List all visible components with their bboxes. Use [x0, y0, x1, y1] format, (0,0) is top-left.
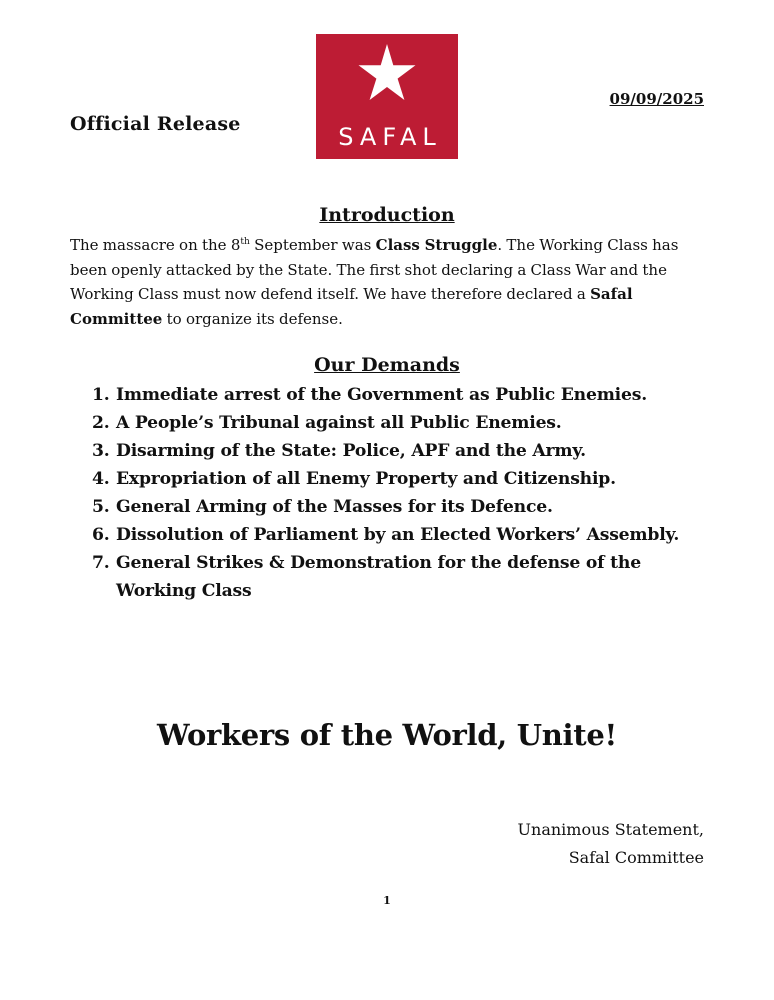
demands-heading: Our Demands [314, 354, 460, 376]
demands-list [92, 381, 702, 605]
demand-number: 5. [92, 497, 110, 517]
demand-number: 3. [92, 441, 110, 461]
demand-text: Dissolution of Parliament by an Elected Workers’ Assembly. [116, 525, 680, 545]
demand-number: 6. [92, 525, 110, 545]
demand-item [92, 381, 702, 409]
demand-text: General Strikes & Demonstration for the defense of the Working Class [116, 553, 641, 601]
demand-text: A People’s Tribunal against all Public Enemies. [116, 413, 562, 433]
demand-item [92, 549, 702, 605]
ordinal-suffix: th [240, 237, 250, 247]
intro-bold-class-struggle: Class Struggle [375, 236, 498, 254]
official-release-label: Official Release [70, 113, 241, 135]
closing-slogan: Workers of the World, Unite! [157, 718, 617, 752]
demand-number: 2. [92, 413, 110, 433]
safal-logo [316, 34, 458, 159]
demand-text: Immediate arrest of the Government as Public Enemies. [116, 385, 648, 405]
logo-text: SAFAL [338, 123, 442, 151]
signature-block [518, 816, 704, 872]
signature-line: Unanimous Statement, [517, 820, 704, 839]
demand-text: Expropriation of all Enemy Property and Citizenship. [116, 469, 616, 489]
intro-text-4: to organize its defense. [162, 309, 343, 328]
demand-number: 4. [92, 469, 110, 489]
intro-text-2: September was [249, 236, 376, 254]
page-number: 1 [383, 894, 391, 907]
introduction-heading: Introduction [319, 204, 455, 226]
demand-number: 7. [92, 553, 110, 573]
release-date: 09/09/2025 [609, 90, 704, 108]
intro-text-3: . The Working Class has been openly attacked by the State. The first shot declaring a Class War and the Working Class must now defend itself. We have therefore declared a [70, 236, 679, 303]
demand-text: General Arming of the Masses for its Defence. [116, 497, 553, 517]
demand-item [92, 521, 702, 549]
demand-item [92, 437, 702, 465]
demand-text: Disarming of the State: Police, APF and the Army. [116, 441, 586, 461]
introduction-paragraph [70, 233, 710, 331]
demand-number: 1. [92, 385, 110, 405]
demand-item [92, 493, 702, 521]
intro-text-1: The massacre on the 8 [70, 236, 241, 254]
signature-line: Safal Committee [568, 848, 704, 867]
demand-item [92, 465, 702, 493]
demand-item [92, 409, 702, 437]
intro-bold-safal-committee: Safal Committee [70, 285, 633, 328]
